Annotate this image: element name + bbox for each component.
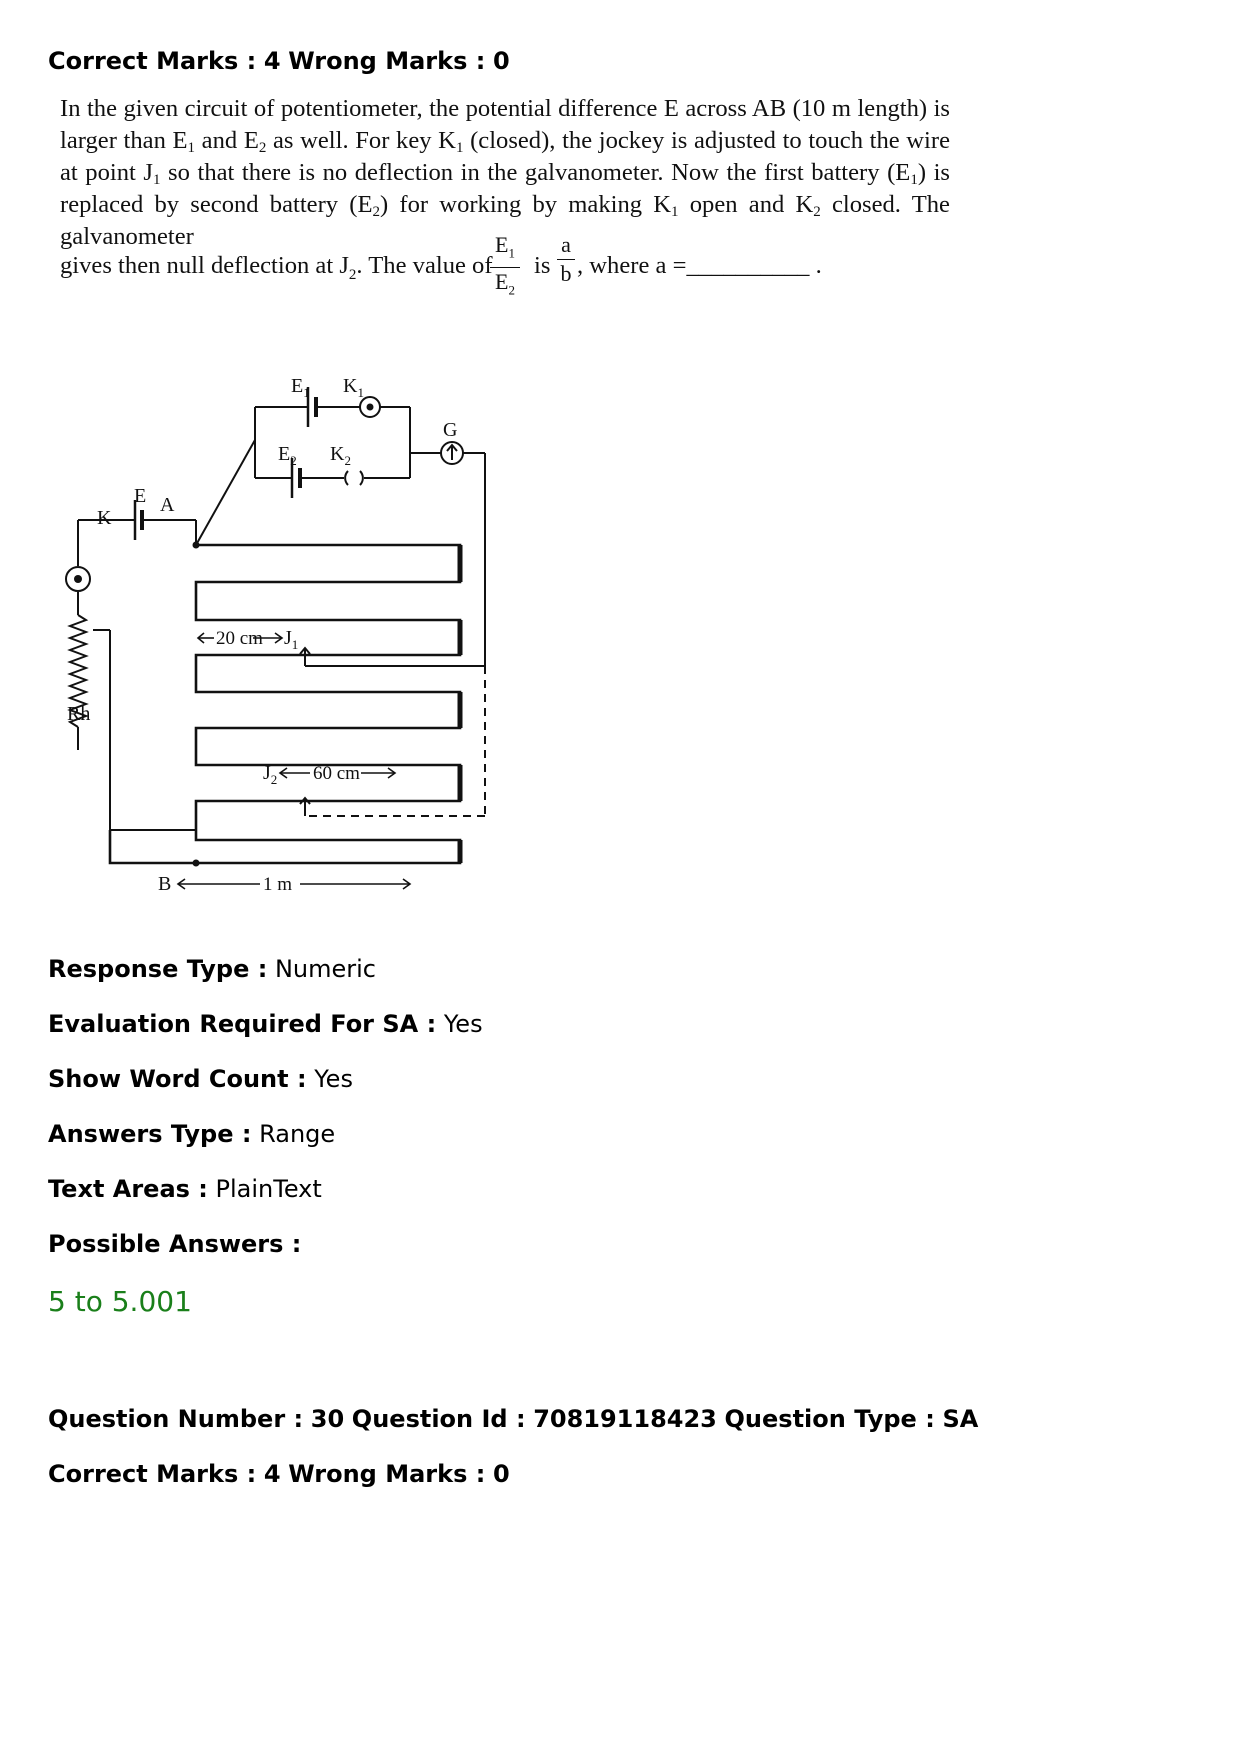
question-text: In the given circuit of potentiometer, the potential difference E across AB (10 m length) is larger than $E_1$ and $E_2$ as well. For key $K_1$ (closed), the jockey is adjusted to touch the wire at point $J_1$ so that there is no deflection in the galvanometer. Now the first battery $(E_1)$ is replaced by second battery $(E_2)$ for working by making $K_1$ open and $K_2$ closed. The galvanometer: [60, 95, 951, 250]
wrong-marks-label: Wrong Marks :: [288, 47, 486, 75]
label-k2: $K_2$: [330, 443, 351, 468]
meta-response-type: Response Type : Numeric: [48, 955, 376, 983]
correct-marks-label: Correct Marks :: [48, 47, 257, 75]
label-60cm: 60 cm: [313, 763, 360, 784]
label-j2: $J_2$: [263, 762, 278, 787]
label-e: E: [134, 485, 147, 507]
fraction-e1-e2: $E_1$ $E_2$: [490, 232, 520, 304]
marks-line: [48, 47, 510, 75]
fraction-a-b: a b: [557, 232, 575, 287]
label-a: A: [160, 494, 175, 516]
label-b: B: [158, 873, 172, 895]
meta-possible-answers: Possible Answers :: [48, 1230, 302, 1258]
label-g: G: [443, 419, 458, 441]
label-j1: $J_1$: [284, 627, 299, 652]
wrong-marks-value: 0: [492, 47, 510, 75]
correct-marks-value: 4: [263, 47, 281, 75]
label-k: K: [97, 507, 112, 529]
label-e2: $E_2$: [278, 443, 297, 468]
next-question-marks-line: Correct Marks : 4 Wrong Marks : 0: [48, 1460, 510, 1488]
label-20cm: 20 cm: [216, 628, 263, 649]
possible-answer-value: 5 to 5.001: [48, 1285, 192, 1318]
label-1m: 1 m: [263, 874, 293, 895]
label-e1: $E_1$: [291, 375, 310, 400]
meta-text-areas: Text Areas : PlainText: [48, 1175, 322, 1203]
label-k1: $K_1$: [343, 375, 364, 400]
label-rh: Rh: [67, 703, 91, 725]
answer-blank: __________ .: [686, 252, 822, 279]
is-word: is: [534, 252, 551, 279]
meta-show-word-count: Show Word Count : Yes: [48, 1065, 353, 1093]
key-k2-icon: [345, 471, 363, 485]
question-last-line: gives then null deflection at $J_2$. The value of $E_1$ $E_2$ is a b , where a =__________ .: [60, 232, 960, 304]
meta-answers-type: Answers Type : Range: [48, 1120, 336, 1148]
potentiometer-circuit-diagram: [60, 370, 500, 920]
next-question-line: Question Number : 30 Question Id : 70819118423 Question Type : SA: [48, 1405, 979, 1433]
meta-evaluation-required: Evaluation Required For SA : Yes: [48, 1010, 483, 1038]
